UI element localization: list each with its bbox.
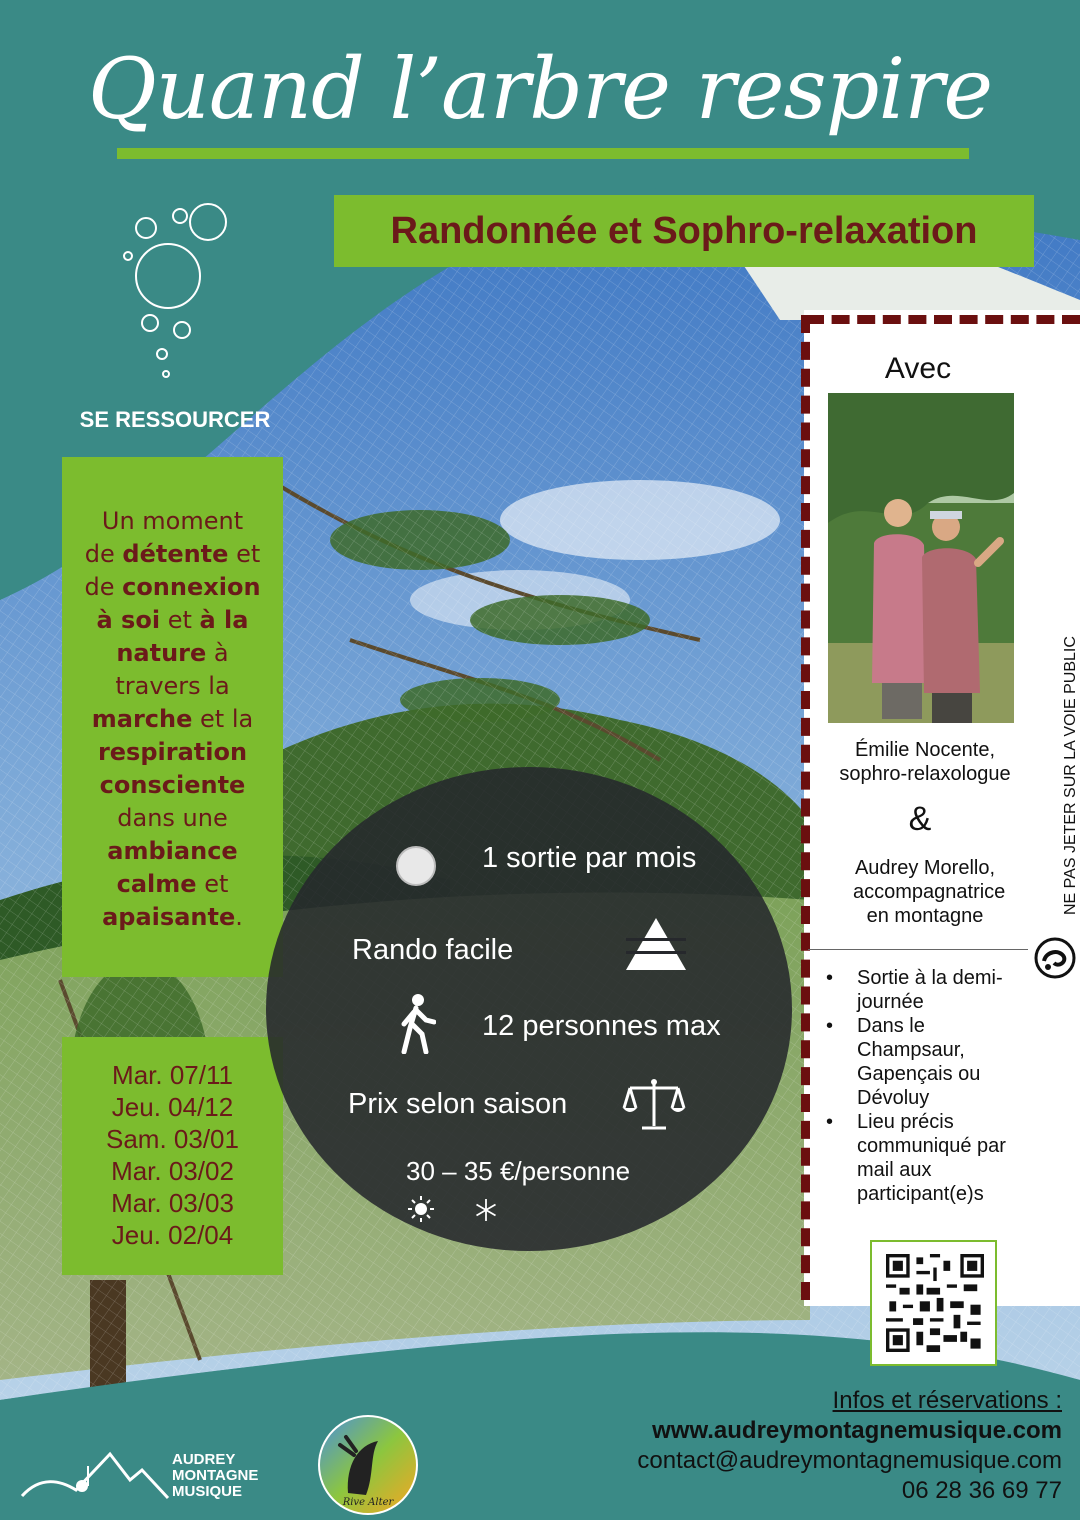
pyramid-icon xyxy=(624,916,688,972)
details-list xyxy=(822,966,1022,1206)
description-emphasis: connexion à soi xyxy=(96,573,261,634)
detail-item: • Lieu précis communiqué par mail aux participant(e)s xyxy=(822,1110,1022,1206)
description-emphasis: détente xyxy=(122,540,229,568)
description-segment: dans une xyxy=(117,804,228,832)
panel-dashed-border-top xyxy=(806,315,1080,324)
guide-1-role: sophro-relaxologue xyxy=(839,763,1011,785)
dates-box xyxy=(62,1037,283,1275)
description-segment: et de xyxy=(84,540,261,601)
price-range-text: 30 – 35 €/personne xyxy=(406,1156,631,1186)
description-emphasis: marche xyxy=(91,705,193,733)
brand-line: AUDREY xyxy=(172,1451,236,1468)
date-item: Mar. 03/02 xyxy=(111,1156,234,1186)
hiker-icon xyxy=(398,994,436,1054)
subtitle-text: Randonnée et Sophro-relaxation xyxy=(390,209,978,252)
description-segment: et xyxy=(196,870,229,898)
email-link[interactable]: contact@audreymontagnemusique.com xyxy=(637,1447,1062,1474)
svg-text:Rive Alter: Rive Alter xyxy=(342,1497,394,1508)
title-underline xyxy=(117,148,969,159)
phone-number[interactable]: 06 28 36 69 77 xyxy=(901,1477,1062,1504)
moon-icon xyxy=(394,844,438,888)
guide-2 xyxy=(815,856,1035,928)
description-text xyxy=(62,505,283,934)
audrey-montagne-logo-icon xyxy=(20,1446,170,1506)
bubbles-icon xyxy=(118,198,230,382)
brand-line: MUSIQUE xyxy=(172,1483,243,1500)
partner-logo-icon xyxy=(318,1415,418,1515)
description-emphasis: respiration consciente xyxy=(97,738,248,799)
description-segment: . xyxy=(235,903,243,931)
date-item: Sam. 03/01 xyxy=(106,1124,239,1154)
contact-title: Infos et réservations : xyxy=(832,1387,1062,1414)
guide-2-name: Audrey Morello, xyxy=(854,857,996,879)
guide-2-role: accompagnatrice en montagne xyxy=(853,881,1006,927)
side-note: NE PAS JETER SUR LA VOIE PUBLIC xyxy=(1062,636,1079,915)
tagline: SE RESSOURCER xyxy=(79,407,271,432)
detail-item: • Dans le Champsaur, Gapençais ou Dévoluy xyxy=(822,1014,1022,1110)
description-box xyxy=(62,457,283,977)
recycle-spiral-icon xyxy=(1034,937,1076,979)
description-segment: et la xyxy=(192,705,254,733)
description-segment: Un moment de xyxy=(84,507,244,568)
description-emphasis: apaisante xyxy=(102,903,236,931)
brand-line: MONTAGNE xyxy=(172,1467,259,1484)
date-item: Mar. 03/03 xyxy=(111,1188,234,1218)
date-item: Jeu. 04/12 xyxy=(111,1092,234,1122)
date-item: Mar. 07/11 xyxy=(112,1060,233,1090)
description-emphasis: à la nature xyxy=(116,606,249,667)
frequency-text: 1 sortie par mois xyxy=(482,842,697,874)
qr-code-icon xyxy=(886,1254,984,1352)
description-segment: à travers la xyxy=(115,639,230,700)
guide-1-name: Émilie Nocente, xyxy=(854,739,996,761)
guide-1 xyxy=(815,738,1035,786)
ampersand: & xyxy=(908,800,932,838)
difficulty-text: Rando facile xyxy=(352,934,514,966)
sun-icon xyxy=(408,1196,434,1222)
detail-item: • Sortie à la demi-journée xyxy=(822,966,1022,1014)
guides-photo xyxy=(828,393,1014,723)
page-title: Quand l’arbre respire xyxy=(87,40,993,138)
price-label-text: Prix selon saison xyxy=(348,1088,568,1120)
scales-icon xyxy=(622,1076,686,1132)
group-size-text: 12 personnes max xyxy=(482,1010,721,1042)
snowflake-icon xyxy=(474,1198,498,1222)
contact-block xyxy=(560,1386,1062,1506)
guides-heading: Avec xyxy=(884,352,952,385)
description-emphasis: ambiance calme xyxy=(107,837,238,898)
date-item: Jeu. 02/04 xyxy=(111,1220,234,1250)
qr-code[interactable] xyxy=(870,1240,997,1366)
website-link[interactable]: www.audreymontagnemusique.com xyxy=(652,1417,1062,1444)
partner-logo xyxy=(318,1415,418,1515)
subtitle-banner xyxy=(334,195,1034,267)
panel-divider xyxy=(808,949,1028,950)
panel-dashed-border-left xyxy=(801,315,810,1300)
description-segment: et xyxy=(160,606,200,634)
brand-name xyxy=(172,1452,258,1500)
